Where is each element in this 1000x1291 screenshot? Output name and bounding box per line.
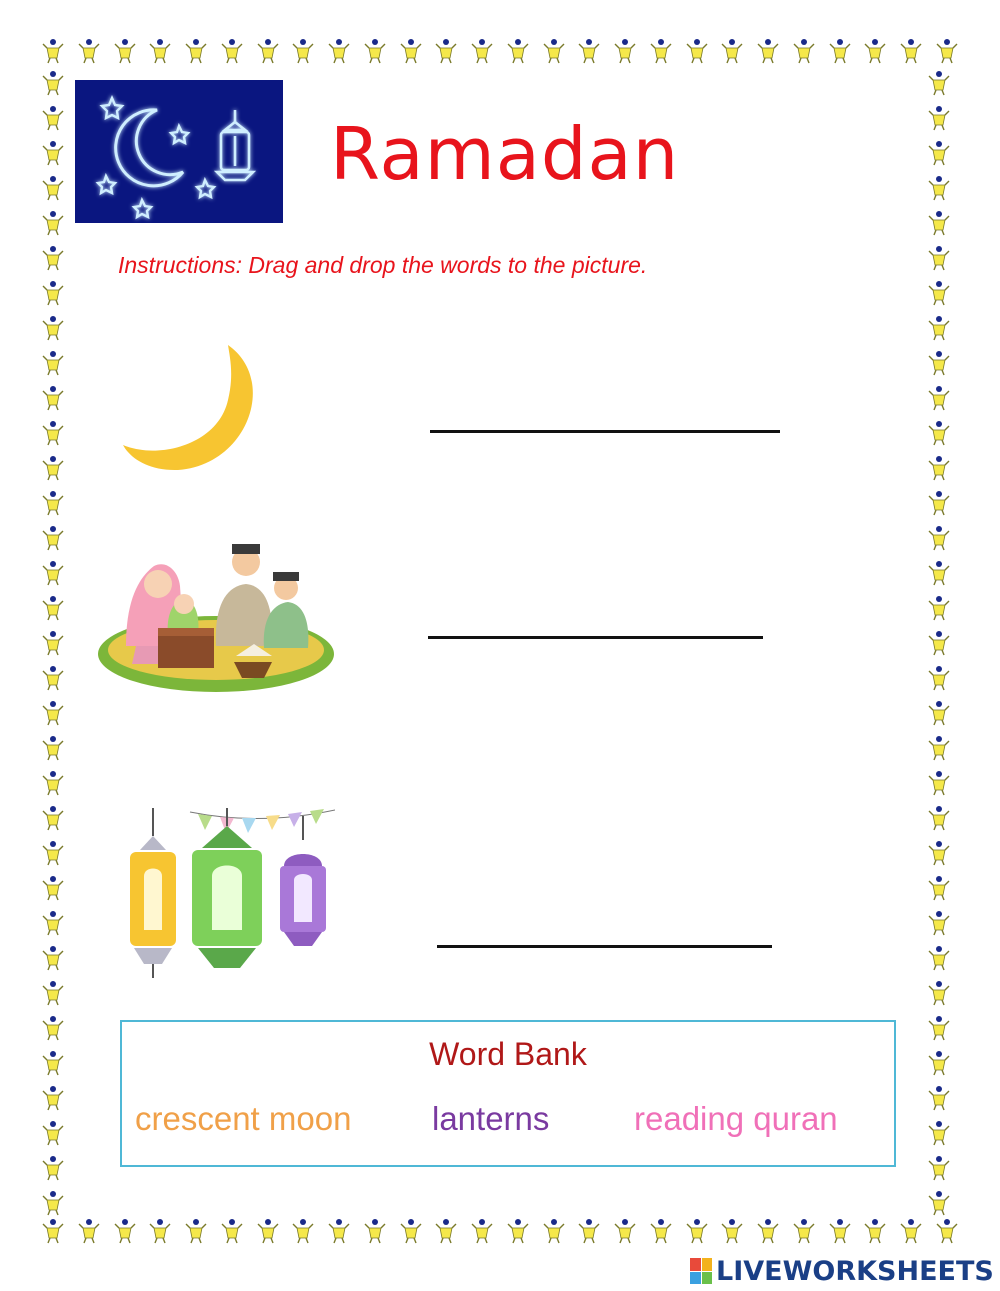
border-figure-icon — [928, 490, 958, 516]
border-figure-icon — [185, 38, 207, 68]
border-figure-icon — [42, 420, 72, 446]
border-figure-icon — [928, 665, 958, 691]
border-figure-icon — [928, 875, 958, 901]
logo-text: LIVEWORKSHEETS — [716, 1255, 994, 1287]
border-figure-icon — [928, 210, 958, 236]
border-figure-icon — [928, 805, 958, 831]
border-figure-icon — [42, 1015, 72, 1041]
border-figure-icon — [42, 910, 72, 936]
border-figure-icon — [900, 38, 922, 68]
border-figure-icon — [364, 38, 386, 68]
border-figure-icon — [42, 385, 72, 411]
border-figure-icon — [328, 38, 350, 68]
border-figure-icon — [507, 1218, 529, 1248]
border-figure-icon — [928, 1015, 958, 1041]
border-figure-icon — [42, 280, 72, 306]
border-figure-icon — [400, 38, 422, 68]
answer-line-3[interactable] — [437, 945, 772, 948]
border-figure-icon — [928, 280, 958, 306]
border-figure-icon — [292, 38, 314, 68]
border-figure-icon — [928, 525, 958, 551]
border-figure-icon — [928, 315, 958, 341]
border-figure-icon — [793, 38, 815, 68]
border-figure-icon — [686, 38, 708, 68]
border-figure-icon — [221, 1218, 243, 1248]
night-sky-icon — [75, 80, 283, 223]
border-figure-icon — [928, 1050, 958, 1076]
border-figure-icon — [364, 1218, 386, 1248]
border-figure-icon — [928, 840, 958, 866]
border-figure-icon — [614, 38, 636, 68]
border-figure-icon — [928, 455, 958, 481]
border-figure-icon — [543, 38, 565, 68]
border-figure-icon — [721, 38, 743, 68]
word-crescent-moon[interactable]: crescent moon — [135, 1100, 352, 1137]
border-figure-icon — [614, 1218, 636, 1248]
border-figure-icon — [471, 1218, 493, 1248]
border-figure-icon — [42, 140, 72, 166]
border-figure-icon — [42, 1218, 64, 1248]
border-figure-icon — [936, 38, 958, 68]
border-figure-icon — [757, 1218, 779, 1248]
border-figure-icon — [42, 210, 72, 236]
answer-line-2[interactable] — [428, 636, 763, 639]
border-figure-icon — [936, 1218, 958, 1248]
border-figure-icon — [928, 1190, 958, 1216]
border-figure-icon — [42, 175, 72, 201]
border-figure-icon — [928, 700, 958, 726]
border-figure-icon — [928, 770, 958, 796]
border-figure-icon — [928, 1085, 958, 1111]
border-right — [928, 70, 958, 1216]
border-figure-icon — [507, 38, 529, 68]
border-figure-icon — [257, 38, 279, 68]
border-figure-icon — [42, 1050, 72, 1076]
border-figure-icon — [829, 1218, 851, 1248]
border-figure-icon — [221, 38, 243, 68]
border-figure-icon — [42, 945, 72, 971]
family-reading-picture — [96, 536, 338, 706]
border-figure-icon — [149, 1218, 171, 1248]
border-bottom — [42, 1218, 958, 1248]
border-figure-icon — [928, 350, 958, 376]
border-figure-icon — [928, 1155, 958, 1181]
border-figure-icon — [578, 1218, 600, 1248]
word-bank — [120, 1020, 896, 1167]
border-figure-icon — [42, 805, 72, 831]
border-figure-icon — [42, 1120, 72, 1146]
border-figure-icon — [42, 38, 64, 68]
border-figure-icon — [328, 1218, 350, 1248]
worksheet-title: Ramadan — [330, 112, 680, 196]
answer-line-1[interactable] — [430, 430, 780, 433]
border-figure-icon — [928, 245, 958, 271]
border-figure-icon — [928, 595, 958, 621]
border-figure-icon — [42, 245, 72, 271]
border-figure-icon — [721, 1218, 743, 1248]
border-figure-icon — [829, 38, 851, 68]
word-reading-quran[interactable]: reading quran — [634, 1100, 838, 1137]
border-top — [42, 38, 958, 68]
border-figure-icon — [543, 1218, 565, 1248]
border-figure-icon — [757, 38, 779, 68]
border-figure-icon — [42, 1085, 72, 1111]
border-figure-icon — [42, 595, 72, 621]
border-figure-icon — [42, 630, 72, 656]
border-figure-icon — [928, 175, 958, 201]
word-lanterns[interactable]: lanterns — [432, 1100, 550, 1137]
border-figure-icon — [650, 1218, 672, 1248]
border-figure-icon — [928, 420, 958, 446]
border-figure-icon — [42, 700, 72, 726]
border-figure-icon — [400, 1218, 422, 1248]
border-left — [42, 70, 72, 1216]
border-figure-icon — [78, 38, 100, 68]
border-figure-icon — [257, 1218, 279, 1248]
border-figure-icon — [42, 770, 72, 796]
border-figure-icon — [686, 1218, 708, 1248]
border-figure-icon — [42, 490, 72, 516]
instructions-text: Instructions: Drag and drop the words to the picture. — [118, 252, 648, 278]
border-figure-icon — [578, 38, 600, 68]
border-figure-icon — [149, 38, 171, 68]
border-figure-icon — [114, 38, 136, 68]
border-figure-icon — [185, 1218, 207, 1248]
border-figure-icon — [928, 735, 958, 761]
border-figure-icon — [42, 70, 72, 96]
border-figure-icon — [42, 875, 72, 901]
border-figure-icon — [928, 140, 958, 166]
border-figure-icon — [42, 350, 72, 376]
border-figure-icon — [928, 385, 958, 411]
border-figure-icon — [42, 735, 72, 761]
border-figure-icon — [928, 910, 958, 936]
border-figure-icon — [114, 1218, 136, 1248]
border-figure-icon — [864, 1218, 886, 1248]
border-figure-icon — [928, 70, 958, 96]
crescent-moon-picture — [118, 340, 263, 475]
border-figure-icon — [42, 560, 72, 586]
border-figure-icon — [793, 1218, 815, 1248]
border-figure-icon — [928, 560, 958, 586]
border-figure-icon — [42, 1190, 72, 1216]
border-figure-icon — [650, 38, 672, 68]
border-figure-icon — [864, 38, 886, 68]
border-figure-icon — [42, 1155, 72, 1181]
live-badge-icon — [690, 1258, 712, 1284]
border-figure-icon — [42, 105, 72, 131]
border-figure-icon — [435, 1218, 457, 1248]
lanterns-picture — [120, 806, 335, 981]
border-figure-icon — [42, 665, 72, 691]
border-figure-icon — [42, 455, 72, 481]
border-figure-icon — [928, 105, 958, 131]
border-figure-icon — [928, 945, 958, 971]
border-figure-icon — [928, 630, 958, 656]
word-bank-title: Word Bank — [429, 1036, 587, 1072]
border-figure-icon — [78, 1218, 100, 1248]
border-figure-icon — [42, 525, 72, 551]
border-figure-icon — [900, 1218, 922, 1248]
border-figure-icon — [42, 980, 72, 1006]
border-figure-icon — [42, 315, 72, 341]
ramadan-night-picture — [75, 80, 283, 223]
liveworksheets-logo — [690, 1255, 994, 1287]
border-figure-icon — [928, 980, 958, 1006]
border-figure-icon — [928, 1120, 958, 1146]
border-figure-icon — [292, 1218, 314, 1248]
border-figure-icon — [435, 38, 457, 68]
border-figure-icon — [471, 38, 493, 68]
border-figure-icon — [42, 840, 72, 866]
